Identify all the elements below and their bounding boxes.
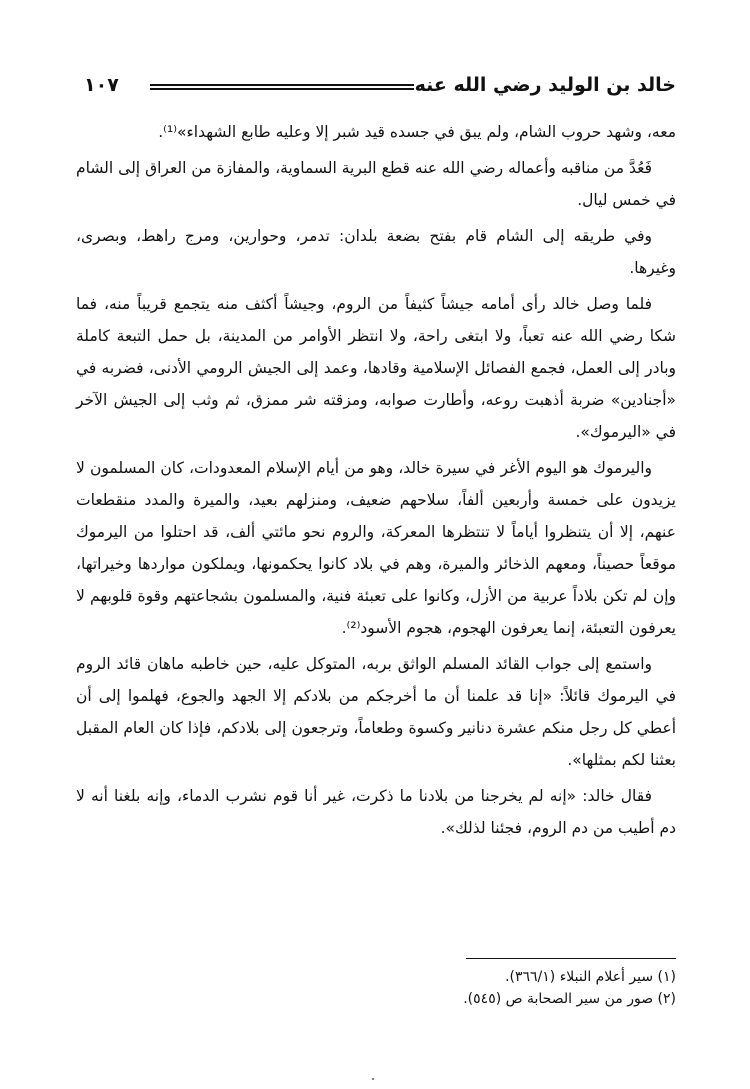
page-number: ١٠٧ (84, 74, 119, 96)
footnote-1: (١) سير أعلام النبلاء (٣٦٦/١). (505, 969, 676, 985)
page-bottom-mark (372, 1078, 374, 1080)
header-double-rule (150, 84, 414, 90)
paragraph: فقال خالد: «إنه لم يخرجنا من بلادنا ما ذكرت، غير أنا قوم نشرب الدماء، وإنه بلغنا أنه لا دم أطيب من دم الروم، فجئنا لذلك». (76, 787, 676, 837)
page-header (84, 66, 676, 108)
paragraph: وفي طريقه إلى الشام قام بفتح بضعة بلدان: تدمر، وحوارين، ومرج راهط، وبصرى، وغيرها. (76, 227, 676, 277)
paragraph: فلما وصل خالد رأى أمامه جيشاً كثيفاً من الروم، وجيشاً أكثف منه يتجمع قريباً منه، فما شكا رضي الله عنه تعباً، ولا ابتغى راحة، ولا انتظر الأوامر من المدينة، بل حمل التبعة كاملة وبادر إلى العمل، فجمع الفصائل الإسلامية وقادها، وعمد إلى الجيش الرومي الأدنى، فضربه في «أجنادين» ضربة أذهبت روعه، وأطارت صوابه، ومزقته شر ممزق، ثم وثب إلى الجيش الآخر في «اليرموك». (76, 295, 676, 441)
paragraph: واستمع إلى جواب القائد المسلم الواثق بربه، المتوكل عليه، حين خاطبه ماهان قائد الروم في اليرموك قائلاً: «إنا قد علمنا أن ما أخرجكم من بلادكم إلا الجهد والجوع، فهلموا إلى أن أعطي كل رجل منكم عشرة دنانير وكسوة وطعاماً، وترجعون إلى بلادكم، فإذا كان العام المقبل بعثنا لكم بمثلها». (76, 655, 676, 769)
footnotes (76, 966, 676, 1010)
footnote-2: (٢) صور من سير الصحابة ص (٥٤٥). (463, 991, 676, 1007)
body-text (76, 116, 676, 848)
paragraph: فَعُدَّ من مناقبه وأعماله رضي الله عنه قطع البرية السماوية، والمفازة من العراق إلى الشام في خمس ليال. (76, 159, 676, 209)
paragraph: معه، وشهد حروب الشام، ولم يبق في جسده قيد شبر إلا وعليه طابع الشهداء»⁽¹⁾. (158, 123, 676, 141)
paragraph: واليرموك هو اليوم الأغر في سيرة خالد، وهو من أيام الإسلام المعدودات، كان المسلمون لا يزيدون على خمسة وأربعين ألفاً، سلاحهم ضعيف، ومنزلهم بعيد، والميرة والمدد منقطعات عنهم، إلا أن يتنظروا أياماً لا تنتظرها المعركة، والروم نحو مائتي ألف، قد احتلوا من اليرموك موقعاً حصيناً، ومعهم الذخائر والميرة، وهم في بلاد كانوا يحكمونها، ويملكون مواردها وخيراتها، وإن لم تكن بلاداً عربية من الأزل، وكانوا على تعبئة فنية، والمسلمون بشجاعتهم وقوة قلوبهم لا يعرفون التعبئة، إنما يعرفون الهجوم، هجوم الأسود⁽²⁾. (76, 459, 676, 637)
footnote-separator (466, 958, 676, 959)
running-title: خالد بن الوليد رضي الله عنه (414, 74, 676, 96)
